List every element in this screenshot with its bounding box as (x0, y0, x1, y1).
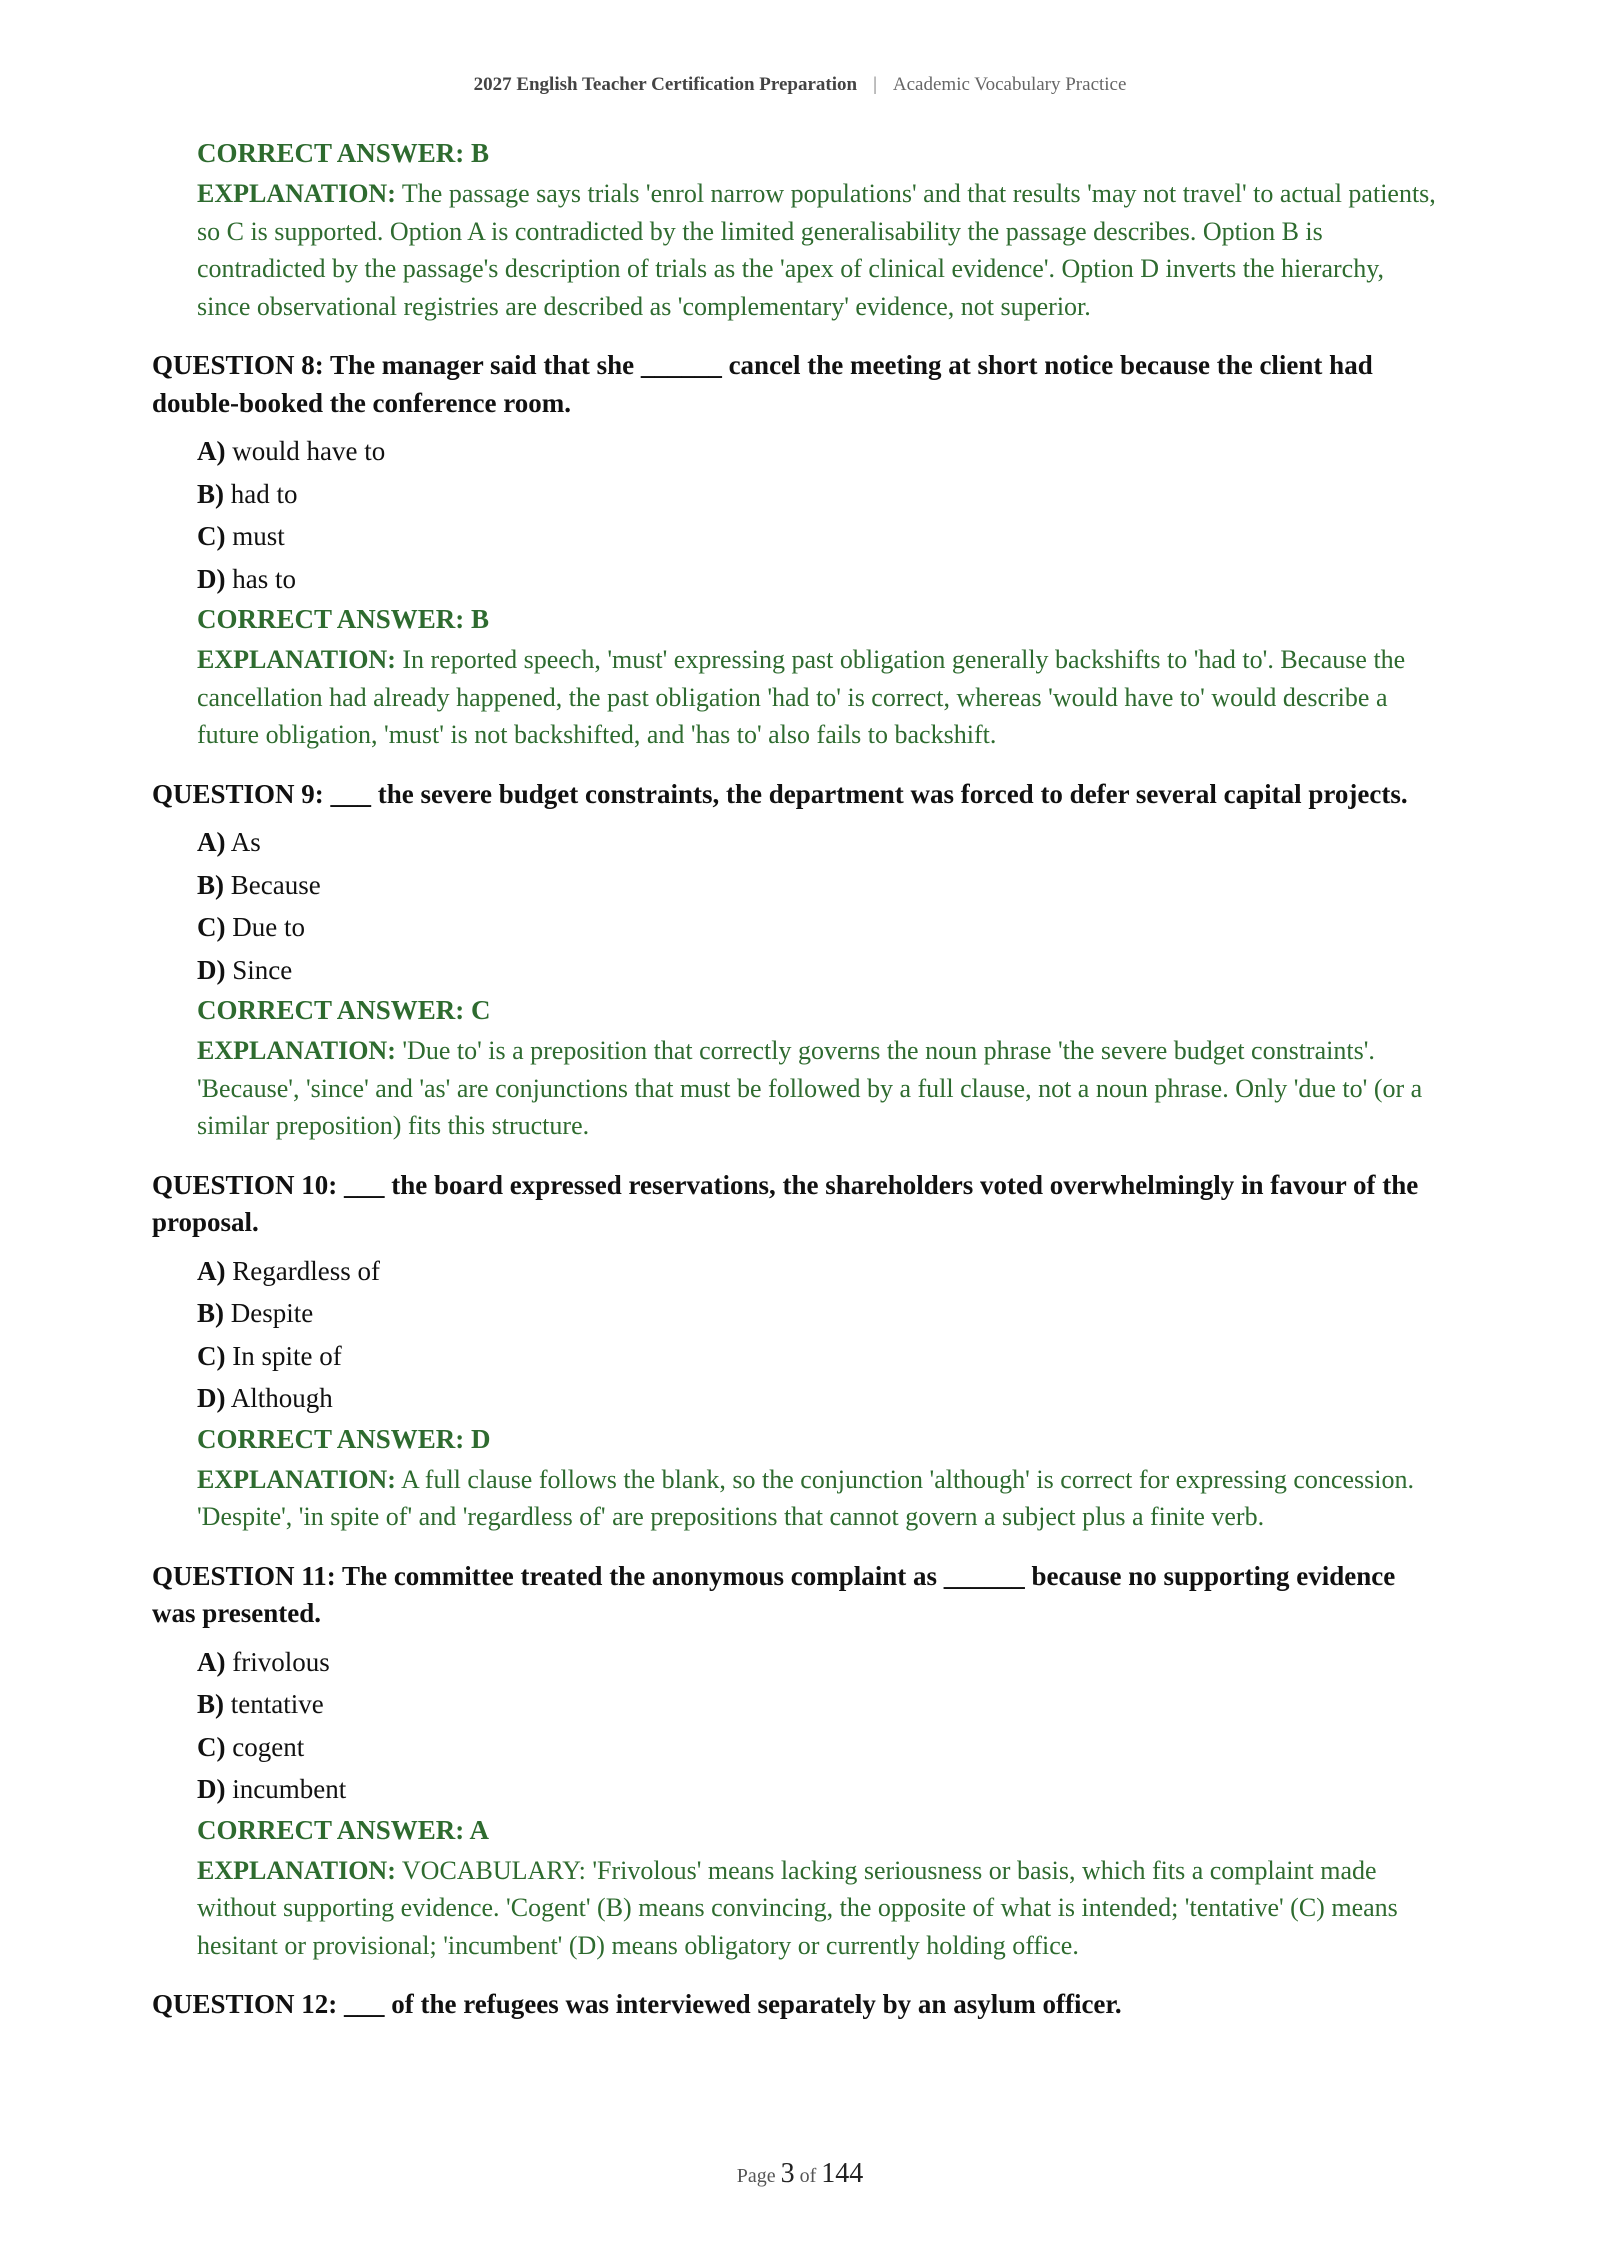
explanation-text: A full clause follows the blank, so the conjunction 'although' is correct for expressing concession. 'Despite', 'in spite of' and 'regardless of' are prepositions that cannot govern a subject plus a finite verb. (197, 1464, 1414, 1531)
correct-answer: CORRECT ANSWER: B (197, 604, 490, 634)
option-text: tentative (230, 1689, 324, 1719)
option-letter: C) (197, 1731, 226, 1762)
answer-option (197, 1768, 1442, 1811)
explanation-label: EXPLANATION: (197, 1855, 396, 1885)
explanation-label: EXPLANATION: (197, 1464, 396, 1494)
correct-answer: CORRECT ANSWER: D (197, 1423, 491, 1454)
option-text: would have to (232, 436, 386, 466)
answer-option (197, 515, 1442, 558)
explanation (197, 1852, 1442, 1965)
correct-answer: CORRECT ANSWER: A (197, 1814, 490, 1845)
option-text: Although (230, 1383, 333, 1413)
option-text: In spite of (232, 1340, 342, 1371)
option-text: had to (230, 478, 298, 509)
option-letter: A) (197, 1646, 226, 1677)
correct-answer: CORRECT ANSWER: C (197, 995, 491, 1025)
option-letter: D) (197, 563, 226, 594)
question-heading: QUESTION 12: ___ of the refugees was interviewed separately by an asylum officer. (152, 1989, 1122, 2019)
of-label: of (799, 2165, 817, 2187)
explanation-label: EXPLANATION: (197, 1036, 396, 1065)
option-letter: A) (197, 1255, 226, 1286)
answer-option (197, 1377, 1442, 1420)
answer-option (197, 1683, 1442, 1726)
option-letter: C) (197, 1340, 226, 1371)
header-title: 2027 English Teacher Certification Preparation (473, 74, 858, 95)
answer-option (197, 821, 1442, 864)
answer-option (197, 949, 1442, 992)
answer-option (197, 473, 1442, 516)
answer-option (197, 430, 1442, 473)
answer-option (197, 906, 1442, 949)
answer-option (197, 864, 1442, 907)
option-text: Due to (232, 912, 305, 942)
total-pages: 144 (821, 2158, 864, 2189)
answer-option (197, 1726, 1442, 1769)
question-heading: QUESTION 10: ___ the board expressed reservations, the shareholders voted overwhelmingly in favour of the proposal. (152, 1169, 1419, 1237)
option-text: has to (232, 563, 296, 594)
explanation-text: In reported speech, 'must' expressing past obligation generally backshifts to 'had to'. Because the cancellation had already happened, the past obligation 'had to' is correct, whereas 'would have to' would describe a future obligation, 'must' is not backshifted, and 'has to' also fails to backshift. (197, 645, 1406, 749)
option-text: Regardless of (232, 1255, 380, 1286)
question-heading: QUESTION 11: The committee treated the anonymous complaint as ______ because no supporting evidence was presented. (152, 1560, 1396, 1628)
explanation (197, 641, 1442, 754)
option-text: As (230, 827, 261, 857)
question-heading: QUESTION 9: ___ the severe budget constraints, the department was forced to defer several capital projects. (152, 778, 1408, 809)
explanation-text: 'Due to' is a preposition that correctly governs the noun phrase 'the severe budget constraints'. 'Because', 'since' and 'as' are conjunctions that must be followed by a full clause, not a noun phrase. Only 'due to' (or a similar preposition) fits this structure. (197, 1036, 1423, 1140)
option-text: Despite (230, 1298, 314, 1328)
option-letter: C) (197, 912, 226, 942)
answer-option (197, 1335, 1442, 1378)
explanation-label: EXPLANATION: (197, 179, 396, 208)
option-letter: A) (197, 436, 226, 466)
page-content (152, 134, 1442, 2032)
explanation-label: EXPLANATION: (197, 645, 396, 674)
option-letter: B) (197, 869, 224, 900)
answer-option (197, 1641, 1442, 1684)
header-subtitle: Academic Vocabulary Practice (892, 74, 1127, 95)
option-letter: B) (197, 1298, 224, 1328)
option-letter: D) (197, 1383, 226, 1413)
option-letter: C) (197, 521, 226, 551)
page-footer (0, 2158, 1600, 2190)
explanation (197, 1032, 1442, 1145)
option-letter: D) (197, 954, 226, 985)
page-number: 3 (780, 2158, 795, 2189)
explanation (197, 1461, 1442, 1536)
explanation-text: The passage says trials 'enrol narrow populations' and that results 'may not travel' to actual patients, so C is supported. Option A is contradicted by the limited generalisability the passage describes. Option B is contradicted by the passage's description of trials as the 'apex of clinical evidence'. Option D inverts the hierarchy, since observational registries are described as 'complementary' evidence, not superior. (197, 179, 1436, 321)
correct-answer: CORRECT ANSWER: B (197, 138, 490, 168)
option-text: frivolous (232, 1646, 330, 1677)
header-separator: | (873, 74, 877, 95)
question-heading: QUESTION 8: The manager said that she ______ cancel the meeting at short notice because the client had double-booked the conference room. (152, 350, 1373, 418)
option-letter: B) (197, 1689, 224, 1719)
page-label: Page (736, 2165, 776, 2187)
explanation-text: VOCABULARY: 'Frivolous' means lacking seriousness or basis, which fits a complaint made without supporting evidence. 'Cogent' (B) means convincing, the opposite of what is intended; 'tentative' (C) means hesitant or provisional; 'incumbent' (D) means obligatory or currently holding office. (197, 1855, 1398, 1960)
option-text: cogent (232, 1731, 305, 1762)
option-letter: D) (197, 1774, 226, 1804)
option-text: Because (230, 869, 321, 900)
option-letter: B) (197, 478, 224, 509)
explanation (197, 175, 1442, 325)
option-letter: A) (197, 827, 226, 857)
answer-option (197, 558, 1442, 601)
option-text: must (232, 521, 285, 551)
option-text: Since (232, 954, 293, 985)
running-header (0, 74, 1600, 96)
option-text: incumbent (232, 1774, 347, 1804)
answer-option (197, 1250, 1442, 1293)
answer-option (197, 1292, 1442, 1335)
